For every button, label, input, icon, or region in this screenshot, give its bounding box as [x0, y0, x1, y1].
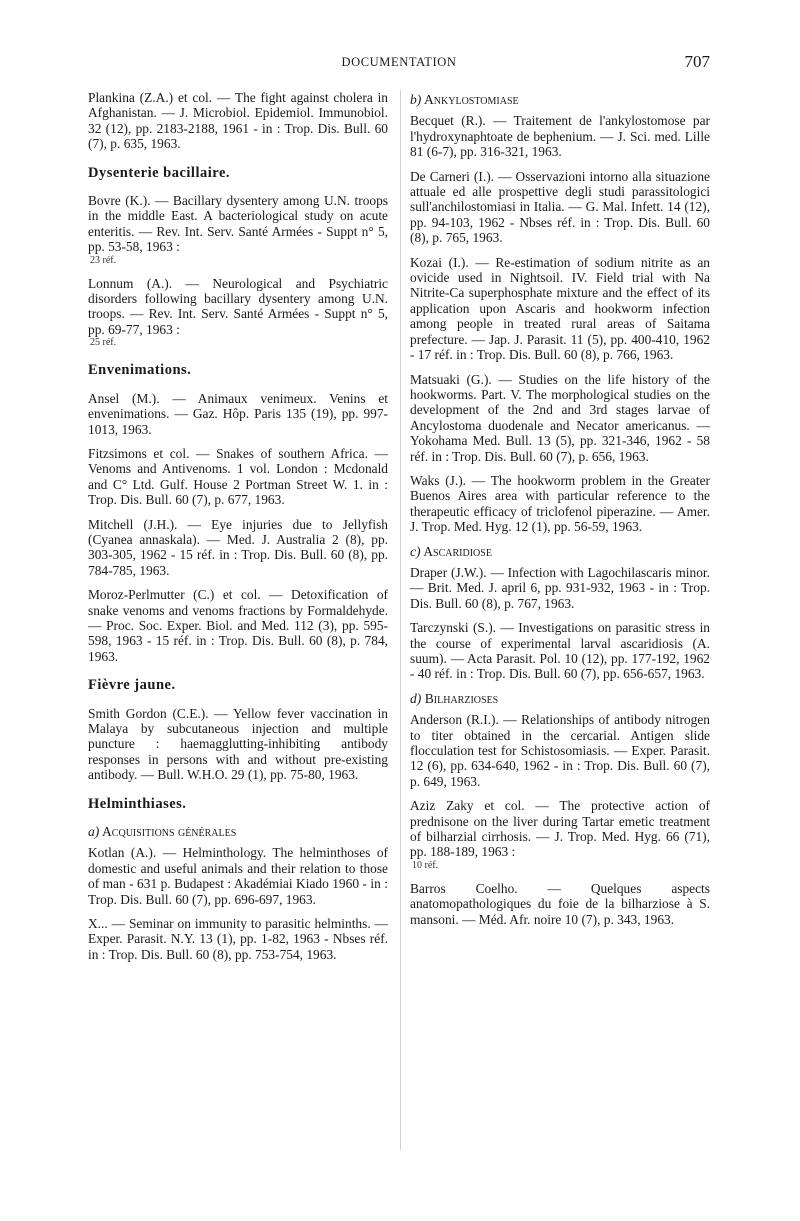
entry-text: Bovre (K.). — Bacillary dysentery among U.N. troops in the middle East. A bacteriological study on acute enteritis. — Rev. Int. Serv. Santé Armées - Suppt n° 5, pp. 53-58, 1963 :	[88, 193, 388, 255]
bibliography-entry	[88, 193, 388, 267]
bibliography-entry: Draper (J.W.). — Infection with Lagochilascaris minor. — Brit. Med. J. april 6, pp. 931-932, 1963 - in : Trop. Dis. Bull. 60 (8), p. 767, 1963.	[410, 564, 710, 611]
subsection-heading	[88, 824, 388, 839]
bibliography-entry: Ansel (M.). — Animaux venimeux. Venins et envenimations. — Gaz. Hôp. Paris 135 (19), pp. 997-1013, 1963.	[88, 390, 388, 437]
bibliography-entry: Moroz-Perlmutter (C.) et col. — Detoxification of snake venoms and venoms fractions by Formaldehyde. — Proc. Soc. Exper. Biol. and Med. 112 (3), pp. 595-598, 1963 - 15 réf. in : Trop. Dis. Bull. 60 (8), p. 784, 1963.	[88, 587, 388, 664]
bibliography-entry: X... — Seminar on immunity to parasitic helminths. — Exper. Parasit. N.Y. 13 (1), pp. 1-82, 1963 - Nbses réf. in : Trop. Dis. Bull. 60 (8), pp. 753-754, 1963.	[88, 916, 388, 962]
page-header	[88, 52, 710, 74]
reference-count: 23 réf.	[90, 254, 117, 266]
subsection-title: Ankylostomiase	[423, 92, 519, 107]
subsection-heading	[410, 92, 710, 107]
subsection-letter: c)	[410, 543, 421, 559]
bibliography-entry	[88, 276, 388, 350]
running-title: DOCUMENTATION	[341, 55, 457, 69]
subsection-title: Bilharzioses	[424, 690, 499, 706]
reference-count: 25 réf.	[90, 337, 117, 349]
bibliography-entry: Anderson (R.I.). — Relationships of antibody nitrogen to titer obtained in the cercarial. Antigen slide flocculation test for Schistosomiasis. — Exper. Parasit. 12 (6), pp. 634-640, 1962 - in : Trop. Dis. Bull. 60 (7), p. 649, 1963.	[410, 712, 710, 789]
bibliography-entry: Tarczynski (S.). — Investigations on parasitic stress in the course of experimental larval ascaridiosis (A. suum). — Acta Parasit. Pol. 10 (12), pp. 177-192, 1962 - 40 réf. in : Trop. Dis. Bull. 60 (7), pp. 656-657, 1963.	[410, 620, 710, 682]
section-heading: Fièvre jaune.	[88, 677, 176, 694]
subsection-letter: a)	[88, 824, 100, 840]
bibliography-entry: Matsuaki (G.). — Studies on the life history of the hookworms. Part. V. The morphological studies on the development of the 2nd and 3rd stages larvae of Ancylostoma duodenale and Necator americanus. — Yokohama Med. Bull. 13 (5), pp. 321-346, 1962 - 58 réf. in : Trop. Dis. Bull. 60 (7), p. 656, 1963.	[410, 371, 710, 464]
left-column	[88, 90, 388, 971]
bibliography-entry: Waks (J.). — The hookworm problem in the Greater Buenos Aires area with particular reference to the therapeutic efficacy of triclofenol piperazine. — Amer. J. Trop. Med. Hyg. 12 (1), pp. 56-59, 1963.	[410, 472, 710, 535]
section-heading: Dysenterie bacillaire.	[88, 164, 231, 181]
subsection-heading	[410, 544, 710, 559]
bibliography-entry: Smith Gordon (C.E.). — Yellow fever vaccination in Malaya by subcutaneous injection and multiple puncture : haemagglutting-inhibiting antibody responses in persons with and without pre-existing antibody. — Bull. W.H.O. 29 (1), pp. 75-80, 1963.	[88, 705, 388, 783]
right-column	[410, 90, 710, 936]
bibliography-entry: Fitzsimons et col. — Snakes of southern Africa. — Venoms and Antivenoms. 1 vol. London : Mcdonald and C° Ltd. Gulf. House 2 Portman Street W. 1. in : Trop. Dis. Bull. 60 (7), p. 677, 1963.	[88, 445, 388, 508]
reference-count: 10 réf.	[412, 859, 439, 871]
bibliography-entry: Mitchell (J.H.). — Eye injuries due to Jellyfish (Cyanea annaskala). — Med. J. Australia 2 (8), pp. 303-305, 1962 - 15 réf. in : Trop. Dis. Bull. 60 (8), pp. 784-785, 1963.	[88, 516, 388, 578]
entry-text: Lonnum (A.). — Neurological and Psychiatric disorders following bacillary dysentery among U.N. troops. — Rev. Int. Serv. Santé Armées - Suppt n° 5, pp. 69-77, 1963 :	[88, 275, 388, 337]
subsection-letter: b)	[410, 92, 422, 107]
bibliography-entry: Plankina (Z.A.) et col. — The fight against cholera in Afghanistan. — J. Microbiol. Epidemiol. Immunobiol. 32 (12), pp. 2183-2188, 1961 - in : Trop. Dis. Bull. 60 (7), p. 635, 1963.	[88, 90, 388, 152]
bibliography-entry	[410, 798, 710, 872]
subsection-letter: d)	[410, 690, 422, 706]
column-divider	[400, 90, 401, 1150]
section-heading: Envenimations.	[88, 362, 192, 379]
section-heading: Helminthiases.	[88, 795, 187, 812]
bibliography-entry: Kotlan (A.). — Helminthology. The helminthoses of domestic and useful animals and their relation to those of man - 631 p. Budapest : Akadémiai Kiado 1960 - in : Trop. Dis. Bull. 60 (7), pp. 696-697, 1963.	[88, 845, 388, 907]
bibliography-entry: De Carneri (I.). — Osservazioni intorno alla situazione attuale ed alle prospettive degli studi parassitologici sull'anchilostomiasi in Italia. — G. Mal. Infett. 14 (12), pp. 94-103, 1962 - Nbses réf. in : Trop. Dis. Bull. 60 (8), p. 765, 1963.	[410, 168, 710, 246]
bibliography-entry: Kozai (I.). — Re-estimation of sodium nitrite as an ovicide used in Nightsoil. IV. Field trial with Na Nitrite-Ca superphosphate mixture and the effect of its application upon Ascaris and hookworm infection among people in treated rural areas of Saitama prefecture. — Jap. J. Parasit. 11 (5), pp. 400-410, 1962 - 17 réf. in : Trop. Dis. Bull. 60 (8), p. 766, 1963.	[410, 254, 710, 363]
subsection-title: Acquisitions générales	[101, 824, 237, 840]
bibliography-entry: Barros Coelho. — Quelques aspects anatomopathologiques du foie de la bilharziose à S. mansoni. — Méd. Afr. noire 10 (7), p. 343, 1963.	[410, 880, 710, 927]
entry-text: Aziz Zaky et col. — The protective action of prednisone on the liver during Tartar emetic treatment of bilharzial cirrhosis. — J. Trop. Med. Hyg. 66 (71), pp. 188-189, 1963 :	[410, 798, 710, 860]
bibliography-entry: Becquet (R.). — Traitement de l'ankylostomose par l'hydroxynaphtoate de bephenium. — J. Sci. med. Lille 81 (6-7), pp. 316-321, 1963.	[410, 113, 710, 160]
subsection-heading	[410, 691, 710, 706]
subsection-title: Ascaridiose	[423, 543, 492, 559]
page-number: 707	[684, 52, 710, 71]
